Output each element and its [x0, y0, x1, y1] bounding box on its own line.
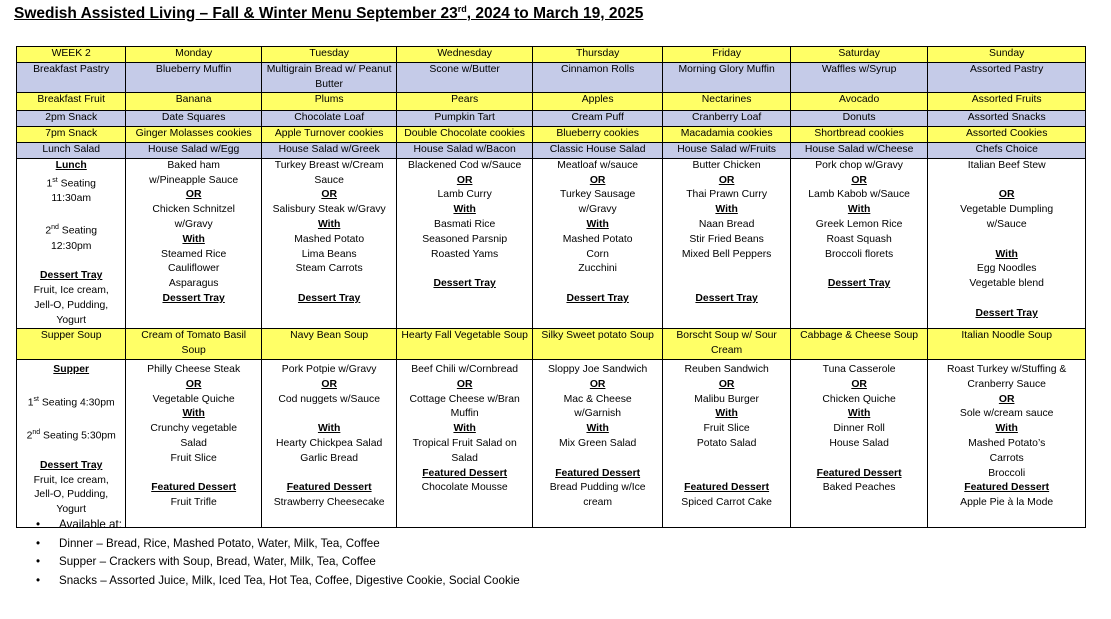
side-dish: Cauliflower: [167, 263, 220, 275]
dessert-tray: Dessert Tray: [975, 307, 1038, 319]
with-label: With: [182, 408, 205, 420]
with-label: With: [715, 204, 738, 216]
menu-cell: Pears: [397, 93, 533, 111]
alt-dish: Malibu Burger: [694, 393, 759, 405]
alt-dish: Sole w/cream sauce: [959, 408, 1054, 420]
main-dish: Baked ham: [167, 159, 220, 171]
dessert-line: Yogurt: [56, 314, 87, 326]
seat-text: Seating 5:30pm: [40, 430, 116, 442]
dessert-tray: Dessert Tray: [695, 292, 758, 304]
alt-dish: Vegetable Dumpling: [960, 204, 1054, 216]
main-dish: Butter Chicken: [692, 159, 761, 171]
menu-text: Hearty Fall Vegetable Soup: [401, 330, 528, 342]
list-item: [36, 516, 520, 535]
lunch-salad-row: [17, 142, 1086, 158]
side-dish: Greek Lemon Rice: [815, 218, 903, 230]
with-label: With: [995, 248, 1018, 260]
or-label: OR: [589, 174, 606, 186]
menu-cell: Apple Turnover cookies: [261, 127, 397, 143]
menu-cell: Assorted Cookies: [928, 127, 1086, 143]
main-dish: Tuna Casserole: [822, 364, 896, 376]
alt-dish: Lamb Kabob w/Sauce: [808, 189, 910, 201]
supper-wednesday: [397, 360, 533, 528]
menu-text: Multigrain Bread w/ Peanut Butter: [266, 63, 392, 90]
side-dish: Steam Carrots: [295, 263, 363, 275]
menu-cell: Date Squares: [126, 111, 262, 127]
spacer: [535, 452, 660, 467]
lunch-tuesday: [261, 158, 397, 329]
spacer: [19, 207, 123, 222]
with-label: With: [586, 218, 609, 230]
supper-row: [17, 360, 1086, 528]
seat-text: Seating: [58, 225, 98, 237]
menu-cell: Navy Bean Soup: [261, 329, 397, 360]
menu-cell: Assorted Snacks: [928, 111, 1086, 127]
alt-dish: Turkey Sausage: [560, 189, 636, 201]
menu-cell: Macadamia cookies: [663, 127, 790, 143]
menu-cell: House Salad w/Egg: [126, 142, 262, 158]
menu-cell: House Salad w/Bacon: [397, 142, 533, 158]
with-label: With: [453, 423, 476, 435]
seat-num: 1: [27, 397, 34, 409]
alt-dish: Muffin: [450, 408, 479, 420]
seat-sup: nd: [51, 224, 59, 232]
featured-dessert-label: Featured Dessert: [422, 467, 508, 479]
row-label: Breakfast Fruit: [17, 93, 126, 111]
menu-cell: [532, 329, 662, 360]
note-text: Supper – Crackers with Soup, Bread, Water, Milk, Tea, Coffee: [59, 555, 376, 569]
menu-cell: Cabbage & Cheese Soup: [790, 329, 928, 360]
main-dish: Sauce: [314, 174, 344, 186]
supper-seating-1: [19, 393, 123, 411]
menu-cell: Shortbread cookies: [790, 127, 928, 143]
supper-seating-2: [19, 426, 123, 444]
spacer: [793, 262, 926, 277]
spacer: [19, 255, 123, 270]
menu-cell: Avocado: [790, 93, 928, 111]
menu-cell: Nectarines: [663, 93, 790, 111]
featured-dessert-label: Featured Dessert: [816, 467, 902, 479]
note-text: Available at:: [59, 518, 122, 531]
lunch-monday: [126, 158, 262, 329]
day-thursday: Thursday: [532, 47, 662, 63]
spacer: [128, 467, 259, 482]
supper-monday: [126, 360, 262, 528]
lunch-label-cell: [17, 158, 126, 329]
main-dish: Reuben Sandwich: [684, 364, 769, 376]
row-label: Lunch Salad: [17, 142, 126, 158]
menu-table: [16, 46, 1086, 528]
side-dish: Steamed Rice: [161, 248, 227, 260]
dessert-tray: Dessert Tray: [566, 292, 629, 304]
side-dish: Vegetable blend: [969, 278, 1044, 290]
row-label: Breakfast Pastry: [17, 62, 126, 93]
dessert-tray: Dessert Tray: [297, 292, 361, 304]
side-dish: Salad: [451, 452, 478, 464]
seat-sup: st: [33, 395, 39, 403]
featured-dessert: Apple Pie à la Mode: [960, 497, 1054, 509]
side-dish: Garlic Bread: [300, 452, 359, 464]
page-title: [14, 4, 643, 23]
menu-cell: [397, 329, 533, 360]
lunch-row: [17, 158, 1086, 329]
or-label: OR: [321, 189, 337, 201]
menu-cell: Plums: [261, 93, 397, 111]
spacer: [665, 467, 787, 482]
main-dish: Beef Chili w/Cornbread: [411, 364, 519, 376]
seat-text: Seating: [57, 178, 96, 190]
menu-cell: Cinnamon Rolls: [532, 62, 662, 93]
day-saturday: Saturday: [790, 47, 928, 63]
featured-dessert: Fruit Trifle: [170, 497, 217, 509]
menu-text: Cream of Tomato Basil Soup: [141, 330, 247, 357]
day-sunday: Sunday: [928, 47, 1086, 63]
bullet-icon: •: [36, 573, 41, 587]
bullet-icon: •: [36, 536, 41, 550]
side-dish: Mashed Potato: [562, 233, 633, 245]
spacer: [535, 277, 660, 292]
dessert-tray: Dessert Tray: [827, 278, 891, 290]
or-label: OR: [456, 174, 473, 186]
row-label: 7pm Snack: [17, 127, 126, 143]
supper-friday: [663, 360, 790, 528]
day-wednesday: Wednesday: [397, 47, 533, 63]
supper-tuesday: [261, 360, 397, 528]
spacer: [665, 277, 787, 292]
featured-dessert: Strawberry Cheesecake: [273, 497, 385, 509]
title-date-range: , 2024 to March 19, 2025: [466, 5, 644, 23]
side-dish: Corn: [586, 248, 609, 260]
menu-cell: House Salad w/Cheese: [790, 142, 928, 158]
note-text: Dinner – Bread, Rice, Mashed Potato, Water, Milk, Tea, Coffee: [59, 536, 380, 550]
with-label: With: [847, 204, 871, 216]
alt-dish: Cod nuggets w/Sauce: [278, 393, 380, 405]
alt-dish: Lamb Curry: [437, 189, 492, 201]
with-label: With: [453, 204, 476, 216]
menu-cell: [663, 329, 790, 360]
lunch-wednesday: [397, 158, 533, 329]
menu-cell: Banana: [126, 93, 262, 111]
supper-label-cell: [17, 360, 126, 528]
or-label: OR: [718, 174, 735, 186]
alt-dish: Vegetable Quiche: [152, 393, 235, 405]
featured-dessert-label: Featured Dessert: [151, 482, 237, 494]
alt-dish: w/Gravy: [578, 204, 617, 216]
side-dish: Mixed Bell Peppers: [681, 248, 772, 260]
menu-cell: Scone w/Butter: [397, 62, 533, 93]
seat-num: 2: [45, 225, 52, 237]
dessert-line: Jell-O, Pudding,: [34, 489, 109, 501]
main-dish: Blackened Cod w/Sauce: [408, 159, 522, 171]
dessert-line: Jell-O, Pudding,: [34, 299, 109, 311]
spacer: [399, 262, 530, 277]
menu-cell: Classic House Salad: [532, 142, 662, 158]
main-dish: Meatloaf w/sauce: [557, 159, 639, 171]
menu-cell: Donuts: [790, 111, 928, 127]
or-label: OR: [718, 378, 735, 390]
side-dish: Asparagus: [168, 278, 219, 290]
title-text: Swedish Assisted Living – Fall & Winter Menu September 23: [14, 5, 458, 23]
main-dish: Pork Potpie w/Gravy: [281, 364, 377, 376]
spacer: [19, 411, 123, 426]
lunch-thursday: [532, 158, 662, 329]
supper-thursday: [532, 360, 662, 528]
lunch-saturday: [790, 158, 928, 329]
main-dish: Cranberry Sauce: [967, 378, 1046, 390]
featured-dessert: Bread Pudding w/Ice: [549, 482, 646, 494]
menu-cell: [261, 62, 397, 93]
side-dish: Salad: [180, 438, 207, 450]
featured-dessert: Spiced Carrot Cake: [681, 497, 772, 509]
menu-cell: Cranberry Loaf: [663, 111, 790, 127]
menu-cell: Blueberry Muffin: [126, 62, 262, 93]
featured-dessert-label: Featured Dessert: [286, 482, 372, 494]
spacer: [19, 444, 123, 459]
lunch-seating-1: [19, 174, 123, 192]
side-dish: Tropical Fruit Salad on: [412, 438, 517, 450]
lunch-heading: Lunch: [55, 159, 87, 171]
side-dish: Lima Beans: [301, 248, 357, 260]
seat-sup: st: [52, 176, 58, 184]
menu-cell: Apples: [532, 93, 662, 111]
note-text: Snacks – Assorted Juice, Milk, Iced Tea, Hot Tea, Coffee, Digestive Cookie, Social Cookie: [59, 573, 520, 587]
menu-cell: Assorted Fruits: [928, 93, 1086, 111]
lunch-sunday: [928, 158, 1086, 329]
featured-dessert-label: Featured Dessert: [964, 482, 1050, 494]
side-dish: Hearty Chickpea Salad: [276, 438, 383, 450]
main-dish: Sloppy Joe Sandwich: [547, 364, 648, 376]
menu-text: Borscht Soup w/ Sour Cream: [676, 330, 777, 357]
list-item: [36, 553, 520, 572]
menu-cell: Chefs Choice: [928, 142, 1086, 158]
dessert-tray: Dessert Tray: [162, 292, 225, 304]
header-row: [17, 47, 1086, 63]
or-label: OR: [998, 189, 1015, 201]
alt-dish: Mac & Cheese: [563, 393, 632, 405]
snack-7pm-row: [17, 127, 1086, 143]
seat-sup: nd: [32, 428, 41, 436]
alt-dish: w/Gravy: [174, 218, 213, 230]
alt-dish: Chicken Quiche: [822, 393, 896, 405]
snack-2pm-row: [17, 111, 1086, 127]
dessert-tray-heading: Dessert Tray: [40, 270, 103, 282]
with-label: With: [317, 218, 341, 230]
with-label: With: [182, 233, 205, 245]
main-dish: Philly Cheese Steak: [147, 364, 241, 376]
dessert-line: Fruit, Ice cream,: [33, 285, 109, 297]
alt-dish: Thai Prawn Curry: [686, 189, 768, 201]
side-dish: Mashed Potato: [294, 233, 365, 245]
menu-cell: Cream Puff: [532, 111, 662, 127]
menu-cell: Ginger Molasses cookies: [126, 127, 262, 143]
side-dish: Broccoli florets: [825, 248, 894, 260]
side-dish: Egg Noodles: [976, 263, 1037, 275]
dessert-line: Yogurt: [56, 504, 87, 516]
bullet-icon: •: [36, 555, 41, 569]
spacer: [793, 452, 926, 467]
alt-dish: Chicken Schnitzel: [152, 204, 235, 216]
side-dish: Stir Fried Beans: [689, 233, 764, 245]
or-label: OR: [851, 378, 867, 390]
spacer: [930, 233, 1083, 248]
dessert-tray: Dessert Tray: [433, 278, 496, 290]
spacer: [264, 277, 395, 292]
or-label: OR: [851, 174, 867, 186]
alt-dish: Cottage Cheese w/Bran: [409, 393, 520, 405]
main-dish: Turkey Breast w/Cream: [274, 159, 384, 171]
main-dish: Italian Beef Stew: [967, 159, 1046, 171]
menu-cell: Assorted Pastry: [928, 62, 1086, 93]
notes-list: [36, 516, 520, 590]
side-dish: Roast Squash: [826, 233, 892, 245]
side-dish: Dinner Roll: [833, 423, 885, 435]
side-dish: Zucchini: [578, 263, 617, 275]
side-dish: Fruit Slice: [703, 423, 750, 435]
or-label: OR: [321, 378, 337, 390]
spacer: [264, 467, 395, 482]
spacer: [19, 378, 123, 393]
main-dish: w/Pineapple Sauce: [149, 174, 239, 186]
supper-heading: Supper: [53, 364, 90, 376]
supper-sunday: [928, 360, 1086, 528]
featured-dessert: Baked Peaches: [822, 482, 896, 494]
main-dish: Pork chop w/Gravy: [815, 159, 903, 171]
breakfast-fruit-row: [17, 93, 1086, 111]
seat-text: Seating 4:30pm: [38, 397, 115, 409]
lunch-seating-1-time: 11:30am: [51, 192, 92, 204]
dessert-line: Fruit, Ice cream,: [33, 474, 109, 486]
seat-num: 1: [46, 178, 53, 190]
side-dish: Basmati Rice: [434, 218, 496, 230]
day-friday: Friday: [663, 47, 790, 63]
with-label: With: [847, 408, 871, 420]
or-label: OR: [998, 393, 1015, 405]
side-dish: Roasted Yams: [431, 248, 499, 260]
row-label: 2pm Snack: [17, 111, 126, 127]
menu-cell: House Salad w/Fruits: [663, 142, 790, 158]
side-dish: Naan Bread: [698, 218, 755, 230]
bullet-icon: •: [36, 518, 41, 531]
breakfast-pastry-row: [17, 62, 1086, 93]
or-label: OR: [456, 378, 473, 390]
dessert-tray-heading: Dessert Tray: [40, 459, 103, 471]
menu-cell: Double Chocolate cookies: [397, 127, 533, 143]
supper-soup-row: [17, 329, 1086, 360]
spacer: [665, 262, 787, 277]
alt-dish: w/Sauce: [986, 218, 1027, 230]
list-item: [36, 572, 520, 591]
or-label: OR: [185, 189, 202, 201]
or-label: OR: [185, 378, 202, 390]
menu-cell: Morning Glory Muffin: [663, 62, 790, 93]
featured-dessert: Chocolate Mousse: [421, 482, 508, 494]
spacer: [930, 292, 1083, 307]
menu-cell: House Salad w/Greek: [261, 142, 397, 158]
list-item: [36, 535, 520, 554]
alt-dish: w/Garnish: [574, 408, 622, 420]
side-dish: Seasoned Parsnip: [422, 233, 508, 245]
lunch-seating-2: [19, 221, 123, 239]
side-dish: Potato Salad: [696, 438, 757, 450]
spacer: [930, 174, 1083, 189]
side-dish: Carrots: [989, 452, 1024, 464]
spacer: [665, 452, 787, 467]
title-superscript: rd: [457, 4, 467, 14]
side-dish: House Salad: [829, 438, 889, 450]
spacer: [264, 407, 395, 422]
with-label: With: [317, 423, 341, 435]
menu-text: Silky Sweet potato Soup: [541, 330, 654, 342]
day-monday: Monday: [126, 47, 262, 63]
with-label: With: [715, 408, 738, 420]
row-label: Supper Soup: [17, 329, 126, 360]
lunch-friday: [663, 158, 790, 329]
featured-dessert-label: Featured Dessert: [684, 482, 770, 494]
featured-dessert: cream: [583, 497, 613, 509]
side-dish: Fruit Slice: [170, 452, 217, 464]
day-tuesday: Tuesday: [261, 47, 397, 63]
with-label: With: [995, 423, 1018, 435]
side-dish: Broccoli: [988, 467, 1026, 479]
menu-cell: [126, 329, 262, 360]
week-label: WEEK 2: [17, 47, 126, 63]
menu-cell: Italian Noodle Soup: [928, 329, 1086, 360]
main-dish: Roast Turkey w/Stuffing &: [947, 364, 1067, 376]
side-dish: Mix Green Salad: [558, 438, 637, 450]
alt-dish: Salisbury Steak w/Gravy: [272, 204, 386, 216]
menu-cell: Pumpkin Tart: [397, 111, 533, 127]
side-dish: Mashed Potato’s: [968, 438, 1046, 450]
lunch-seating-2-time: 12:30pm: [50, 240, 92, 252]
with-label: With: [586, 423, 609, 435]
featured-dessert-label: Featured Dessert: [555, 467, 641, 479]
seat-num: 2: [26, 430, 33, 442]
menu-cell: Chocolate Loaf: [261, 111, 397, 127]
menu-cell: Waffles w/Syrup: [790, 62, 928, 93]
side-dish: Crunchy vegetable: [150, 423, 237, 435]
menu-cell: Blueberry cookies: [532, 127, 662, 143]
supper-saturday: [790, 360, 928, 528]
or-label: OR: [589, 378, 606, 390]
